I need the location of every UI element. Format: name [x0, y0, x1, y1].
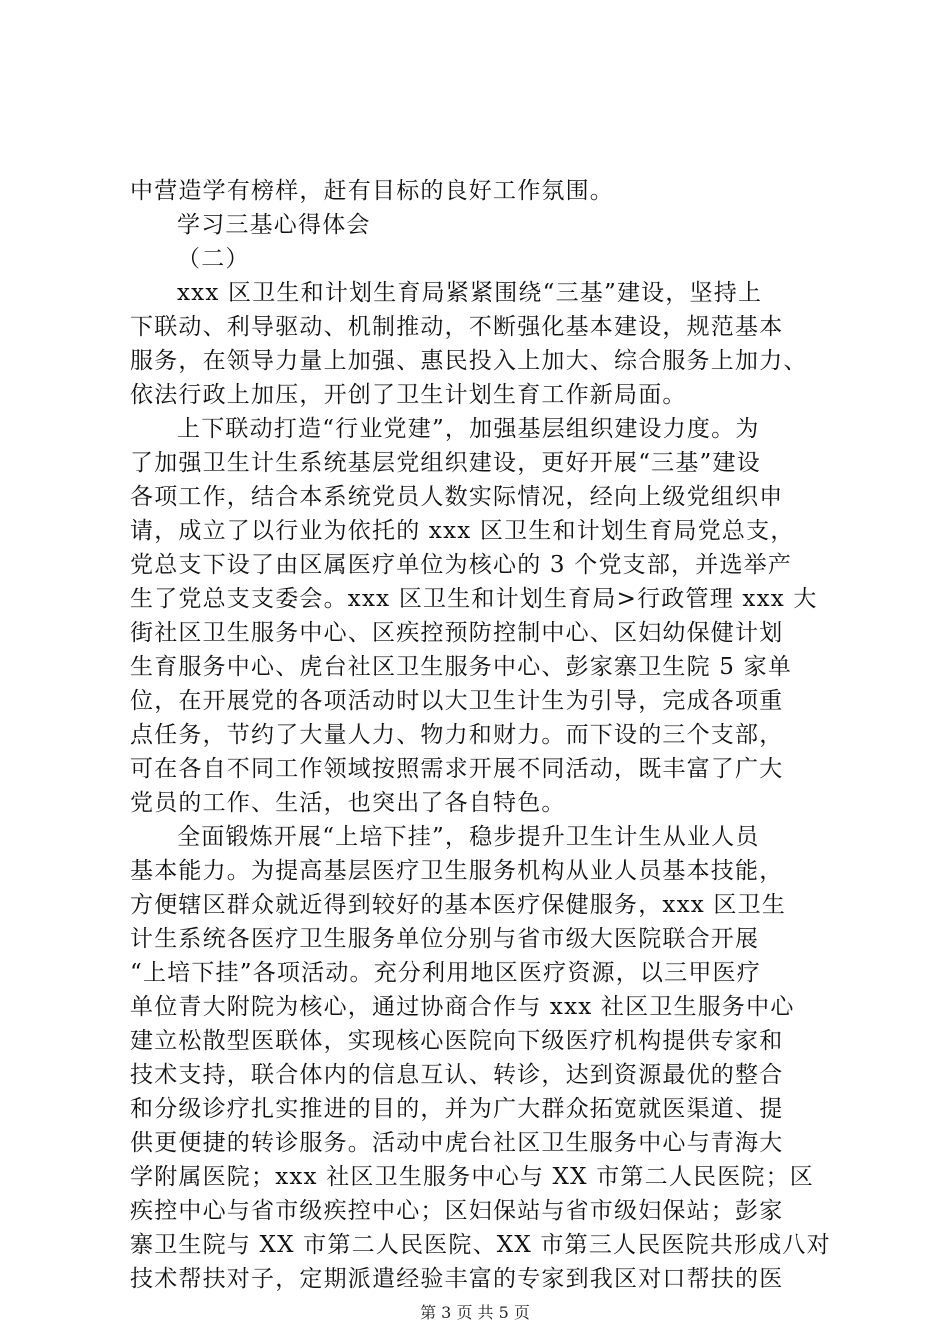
text-line: 和分级诊疗扎实推进的目的，并为广大群众拓宽就医渠道、提: [130, 1096, 784, 1122]
text-line: 疾控中心与省市级疾控中心；区妇保站与省市级妇保站；彭家: [130, 1198, 784, 1224]
text-line: 请，成立了以行业为依托的 xxx 区卫生和计划生育局党总支，: [130, 518, 795, 544]
text-line: 供更便捷的转诊服务。活动中虎台社区卫生服务中心与青海大: [130, 1130, 784, 1156]
text-line: xxx 区卫生和计划生育局紧紧围绕“三基”建设，坚持上: [177, 280, 763, 306]
text-line: 基本能力。为提高基层医疗卫生服务机构从业人员基本技能，: [130, 858, 784, 884]
text-line: 方便辖区群众就近得到较好的基本医疗保健服务，xxx 区卫生: [130, 892, 787, 918]
text-line: 可在各自不同工作领域按照需求开展不同活动，既丰富了广大: [130, 756, 784, 782]
text-line: 了加强卫生计生系统基层党组织建设，更好开展“三基”建设: [130, 450, 761, 476]
text-line: 党员的工作、生活，也突出了各自特色。: [130, 790, 566, 816]
text-line: “上培下挂”各项活动。充分利用地区医疗资源，以三甲医疗: [130, 960, 761, 986]
text-line: 党总支下设了由区属医疗单位为核心的 3 个党支部，并选举产: [130, 552, 793, 578]
text-line: 服务，在领导力量上加强、惠民投入上加大、综合服务上加力、: [130, 348, 808, 374]
page-number-footer: 第 3 页 共 5 页: [420, 1303, 530, 1322]
text-line: 点任务，节约了大量人力、物力和财力。而下设的三个支部，: [130, 722, 784, 748]
text-line: 生了党总支支委会。xxx 区卫生和计划生育局>行政管理 xxx 大: [130, 586, 818, 612]
text-line: 下联动、利导驱动、机制推动，不断强化基本建设，规范基本: [130, 314, 784, 340]
section-number: （二）: [177, 246, 250, 272]
text-line: 技术支持，联合体内的信息互认、转诊，达到资源最优的整合: [130, 1062, 784, 1088]
text-line: 单位青大附院为核心，通过协商合作与 xxx 社区卫生服务中心: [130, 994, 795, 1020]
text-line: 全面锻炼开展“上培下挂”，稳步提升卫生计生从业人员: [177, 824, 760, 850]
text-line: 各项工作，结合本系统党员人数实际情况，经向上级党组织申: [130, 484, 784, 510]
text-line: 计生系统各医疗卫生服务单位分别与省市级大医院联合开展: [130, 926, 760, 952]
text-line: 中营造学有榜样，赶有目标的良好工作氛围。: [130, 178, 614, 204]
text-line: 学附属医院；xxx 社区卫生服务中心与 XX 市第二人民医院；区: [130, 1164, 814, 1190]
text-line: 建立松散型医联体，实现核心医院向下级医疗机构提供专家和: [130, 1028, 784, 1054]
text-line: 依法行政上加压，开创了卫生计划生育工作新局面。: [130, 382, 687, 408]
text-line: 生育服务中心、虎台社区卫生服务中心、彭家寨卫生院 5 家单: [130, 654, 793, 680]
text-line: 街社区卫生服务中心、区疾控预防控制中心、区妇幼保健计划: [130, 620, 784, 646]
text-line: 位，在开展党的各项活动时以大卫生计生为引导，完成各项重: [130, 688, 784, 714]
text-line: 寨卫生院与 XX 市第二人民医院、XX 市第三人民医院共形成八对: [130, 1232, 831, 1258]
text-line: 上下联动打造“行业党建”，加强基层组织建设力度。为: [177, 416, 760, 442]
section-title: 学习三基心得体会: [177, 212, 371, 238]
body-text: [130, 174, 840, 1296]
text-line: 技术帮扶对子，定期派遣经验丰富的专家到我区对口帮扶的医: [130, 1266, 784, 1292]
